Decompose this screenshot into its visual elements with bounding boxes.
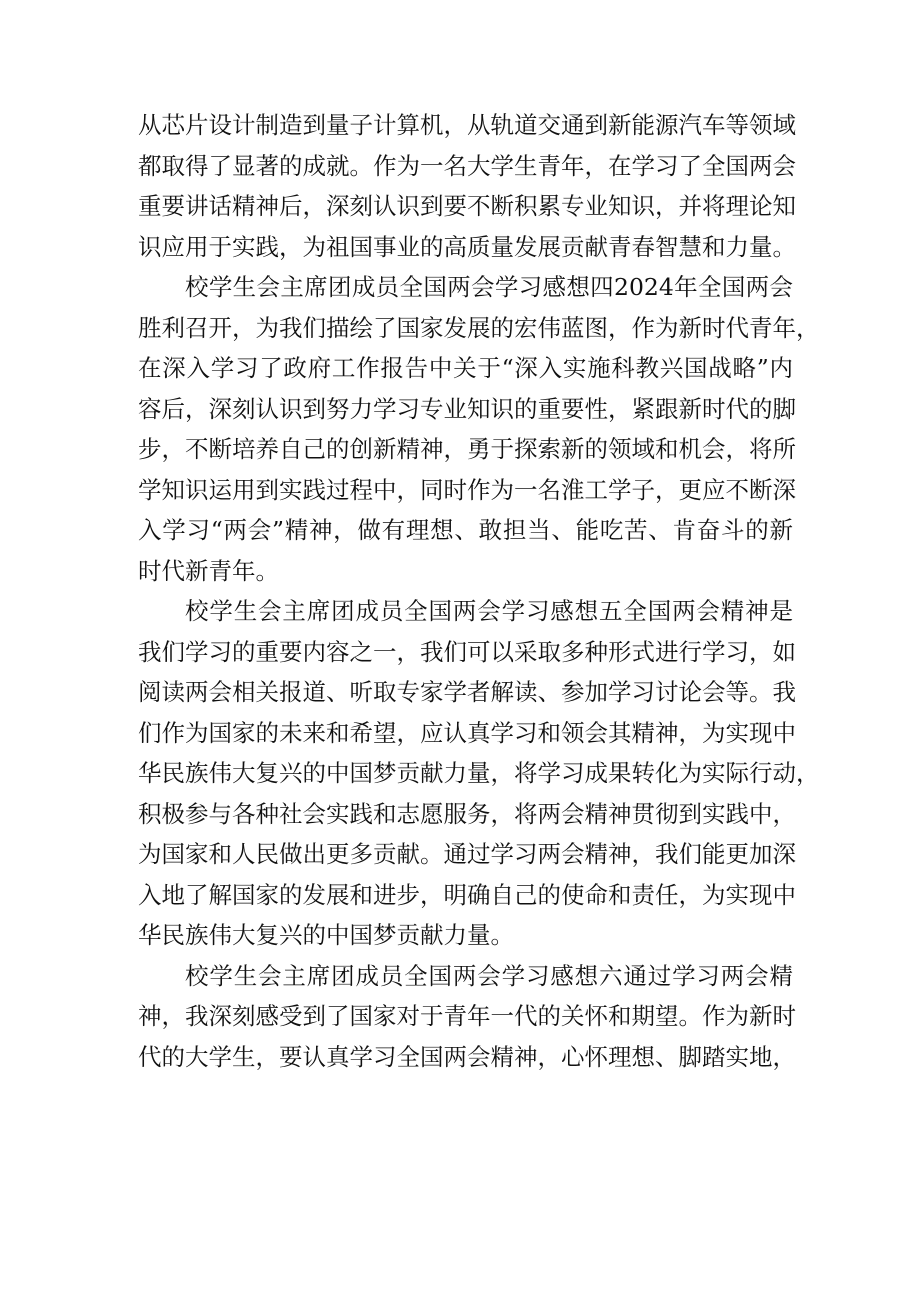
text-line: 容后，深刻认识到努力学习专业知识的重要性，紧跟新时代的脚 <box>138 394 796 423</box>
text-line: 华民族伟大复兴的中国梦贡献力量。 <box>138 921 514 949</box>
text-line: 入学习“两会”精神，做有理想、敢担当、能吃苦、肯奋斗的新 <box>138 516 793 544</box>
text-line: 步，不断培养自己的创新精神，勇于探索新的领域和机会，将所 <box>138 435 796 463</box>
text-line: 入地了解国家的发展和进步，明确自己的使命和责任，为实现中 <box>138 880 796 909</box>
paragraph-continued-achievements <box>138 105 796 267</box>
text-line: 胜利召开，为我们描绘了国家发展的宏伟蓝图，作为新时代青年， <box>138 313 820 342</box>
text-line: 我们学习的重要内容之一，我们可以采取多种形式进行学习，如 <box>138 637 796 666</box>
paragraph-reflection-four <box>138 267 820 591</box>
text-line: 校学生会主席团成员全国两会学习感想五全国两会精神是 <box>185 597 793 625</box>
text-line: 神，我深刻感受到了国家对于青年一代的关怀和期望。作为新时 <box>138 1002 796 1030</box>
text-line: 为国家和人民做出更多贡献。通过学习两会精神，我们能更加深 <box>138 840 796 868</box>
text-line: 积极参与各种社会实践和志愿服务，将两会精神贯彻到实践中， <box>138 799 796 828</box>
text-line: 识应用于实践，为祖国事业的高质量发展贡献青春智慧和力量。 <box>138 232 796 261</box>
text-line: 阅读两会相关报道、听取专家学者解读、参加学习讨论会等。我 <box>138 678 796 706</box>
text-line: 学知识运用到实践过程中，同时作为一名淮工学子，更应不断深 <box>138 475 796 504</box>
text-line: 时代新青年。 <box>138 556 279 585</box>
text-line: 都取得了显著的成就。作为一名大学生青年，在学习了全国两会 <box>138 151 796 180</box>
text-line: 校学生会主席团成员全国两会学习感想四2024年全国两会 <box>185 273 793 301</box>
paragraph-reflection-five <box>138 591 820 956</box>
text-line: 华民族伟大复兴的中国梦贡献力量，将学习成果转化为实际行动， <box>138 759 820 787</box>
document-page <box>138 105 820 1077</box>
text-line: 代的大学生，要认真学习全国两会精神，心怀理想、脚踏实地， <box>138 1042 796 1071</box>
paragraph-reflection-six <box>138 956 796 1078</box>
text-line: 在深入学习了政府工作报告中关于“深入实施科教兴国战略”内 <box>138 354 793 382</box>
text-line: 重要讲话精神后，深刻认识到要不断积累专业知识，并将理论知 <box>138 192 796 220</box>
text-line: 们作为国家的未来和希望，应认真学习和领会其精神，为实现中 <box>138 718 796 747</box>
text-line: 校学生会主席团成员全国两会学习感想六通过学习两会精 <box>185 961 793 990</box>
text-line: 从芯片设计制造到量子计算机，从轨道交通到新能源汽车等领域 <box>138 111 796 139</box>
